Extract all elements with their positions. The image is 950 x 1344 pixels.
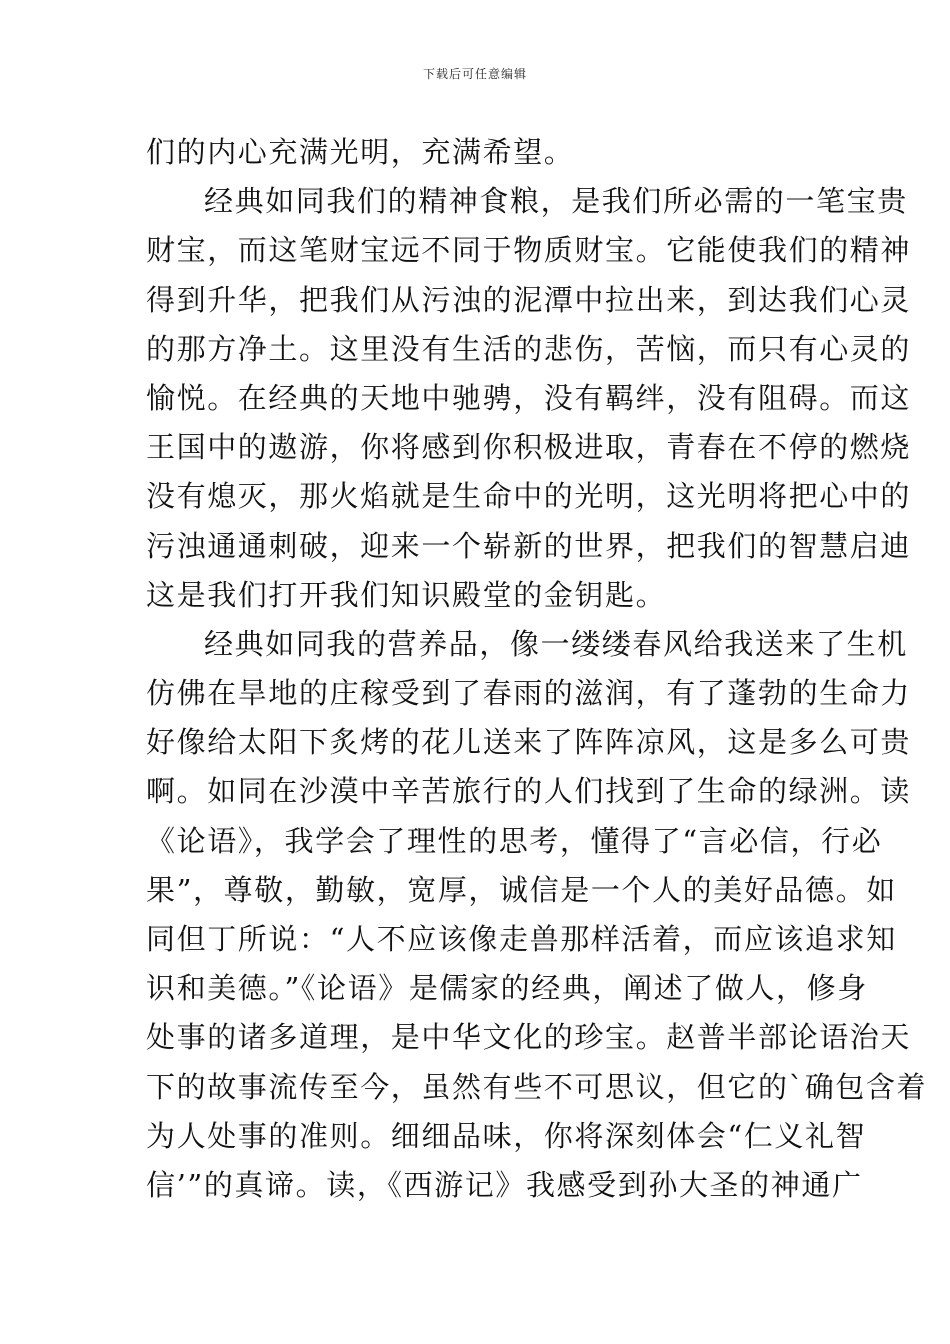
text-line: 得到升华，把我们从污浊的泥潭中拉出来，到达我们心灵 [146, 282, 912, 317]
text-line: 财宝，而这笔财宝远不同于物质财宝。它能使我们的精神 [146, 233, 912, 268]
text-line: 识和美德。”《论语》是儒家的经典，阐述了做人，修身 [146, 971, 868, 1006]
text-line: 仿佛在旱地的庄稼受到了春雨的滋润，有了蓬勃的生命力 [146, 676, 912, 711]
text-line: 处事的诸多道理，是中华文化的珍宝。赵普半部论语治天 [146, 1020, 912, 1055]
text-line: 这是我们打开我们知识殿堂的金钥匙。 [146, 577, 667, 612]
body-text [146, 128, 928, 1210]
text-line: 愉悦。在经典的天地中驰骋，没有羁绊，没有阻碍。而这 [146, 380, 912, 415]
text-line: 下的故事流传至今，虽然有些不可思议，但它的`确包含着 [146, 1069, 928, 1104]
text-line: 们的内心充满光明，充满希望。 [146, 135, 575, 169]
text-line: 没有熄灭，那火焰就是生命中的光明，这光明将把心中的 [146, 479, 912, 514]
text-line: 果”，尊敬，勤敏，宽厚，诚信是一个人的美好品德。如 [146, 872, 897, 907]
page-header-note: 下载后可任意编辑 [422, 67, 527, 81]
text-line: 信’”的真谛。读，《西游记》我感受到孙大圣的神通广 [146, 1167, 863, 1202]
text-line: 的那方净土。这里没有生活的悲伤，苦恼，而只有心灵的 [146, 331, 912, 366]
text-line: 同但丁所说：“人不应该像走兽那样活着，而应该追求知 [146, 922, 897, 956]
text-line: 污浊通通刺破，迎来一个崭新的世界，把我们的智慧启迪 [146, 528, 912, 563]
text-line: 为人处事的准则。细细品味，你将深刻体会“仁义礼智 [146, 1118, 867, 1153]
text-line: 《论语》，我学会了理性的思考，懂得了“言必信，行必 [146, 823, 883, 858]
paragraph-start-line: 经典如同我们的精神食粮，是我们所必需的一笔宝贵 [204, 184, 908, 219]
text-line: 王国中的遨游，你将感到你积极进取，青春在不停的燃烧 [146, 430, 912, 465]
text-line: 啊。如同在沙漠中辛苦旅行的人们找到了生命的绿洲。读 [146, 774, 912, 809]
text-line: 好像给太阳下炙烤的花儿送来了阵阵凉风，这是多么可贵 [146, 725, 912, 760]
paragraph-start-line: 经典如同我的营养品，像一缕缕春风给我送来了生机 [204, 626, 908, 661]
